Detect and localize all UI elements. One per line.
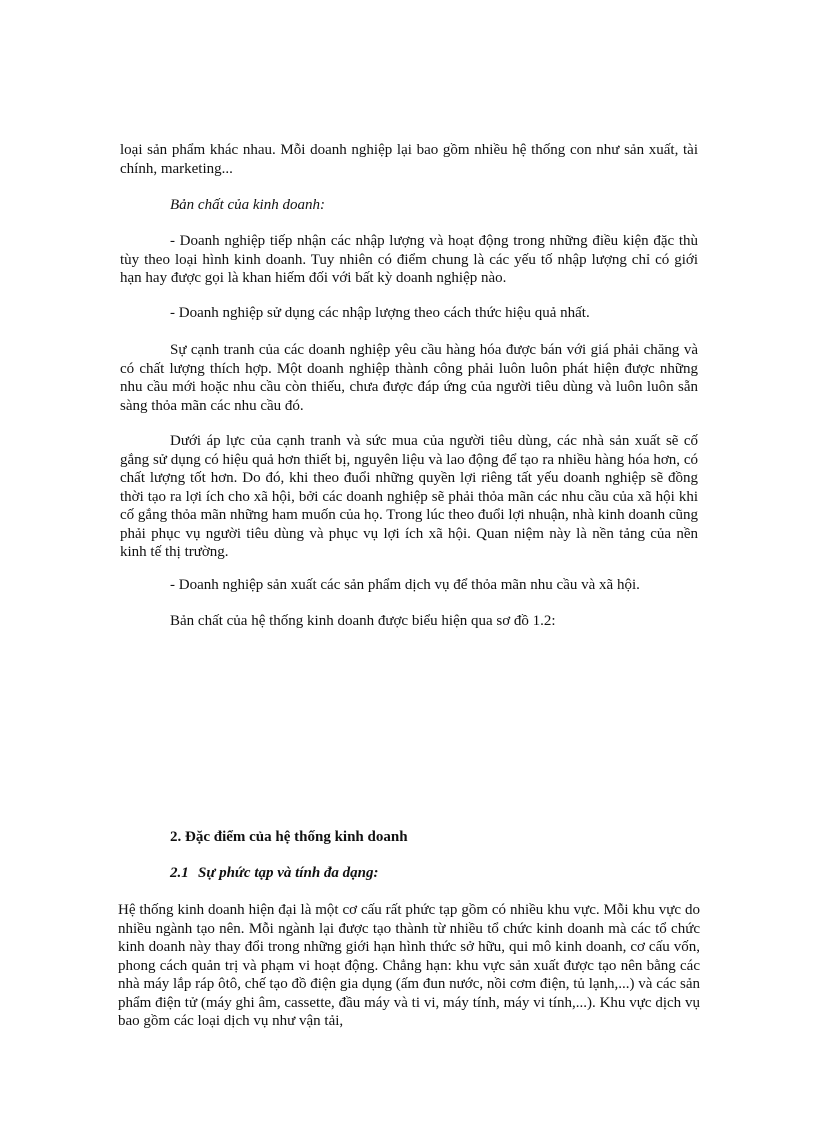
paragraph-ap-luc-canh-tranh: Dưới áp lực của cạnh tranh và sức mua của người tiêu dùng, các nhà sản xuất sẽ cố gắng sử dụng có hiệu quả hơn thiết bị, nguyên liệu và lao động để tạo ra nhiều hàng hóa hơn, có chất lượng tốt hơn. Do đó, khi theo đuổi những quyền lợi riêng tất yếu doanh nghiệp sẽ đồng thời tạo ra lợi ích cho xã hội, bởi các doanh nghiệp sẽ phải thỏa mãn các nhu cầu của xã hội khi cố gắng thỏa mãn những ham muốn của họ. Trong lúc theo đuổi lợi nhuận, nhà kinh doanh cũng phải phục vụ người tiêu dùng và phục vụ lợi ích xã hội. Quan niệm này là nền tảng của nền kinh tế thị trường. [120,433,698,560]
heading-section-2: 2. Đặc điểm của hệ thống kinh doanh [170,829,408,845]
paragraph-he-thong-hien-dai: Hệ thống kinh doanh hiện đại là một cơ cấu rất phức tạp gồm có nhiều khu vực. Mỗi khu vực do nhiều ngành tạo nên. Mỗi ngành lại được tạo thành từ nhiều tổ chức kinh doanh mà các tổ chức kinh doanh này thay đổi trong những giới hạn hình thức sở hữu, qui mô kinh doanh, cơ cấu vốn, phong cách quản trị và phạm vi hoạt động. Chẳng hạn: khu vực sản xuất được tạo nên bằng các nhà máy lắp ráp ôtô, chế tạo đồ điện gia dụng (ấm đun nước, nồi cơm điện, tủ lạnh,...) và các sản phẩm điện tử (máy ghi âm, cassette, đầu máy và ti vi, máy tính, máy vi tính,...). Khu vực dịch vụ bao gồm các loại dịch vụ như vận tải, [118,902,700,1029]
heading-ban-chat-kinh-doanh: Bản chất của kinh doanh: [170,197,325,213]
heading-section-2-1 [170,864,698,883]
heading-section-2-1-number: 2.1 [170,865,189,881]
paragraph-so-do: Bản chất của hệ thống kinh doanh được biểu hiện qua sơ đồ 1.2: [170,613,556,629]
paragraph-hieu-qua: - Doanh nghiệp sử dụng các nhập lượng theo cách thức hiệu quả nhất. [170,305,590,321]
paragraph-intro: loại sản phẩm khác nhau. Mỗi doanh nghiệp lại bao gồm nhiều hệ thống con như sản xuất, tài chính, marketing... [120,142,698,177]
heading-section-2-1-text: Sự phức tạp và tính đa dạng: [198,865,379,881]
paragraph-san-xuat-dich-vu: - Doanh nghiệp sản xuất các sản phẩm dịch vụ để thỏa mãn nhu cầu và xã hội. [170,577,640,593]
paragraph-canh-tranh: Sự cạnh tranh của các doanh nghiệp yêu cầu hàng hóa được bán với giá phải chăng và có chất lượng thích hợp. Một doanh nghiệp thành công phải luôn luôn phát hiện được những nhu cầu mới hoặc nhu cầu còn thiếu, chưa được đáp ứng của người tiêu dùng và luôn luôn sẵn sàng thỏa mãn các nhu cầu đó. [120,342,698,414]
paragraph-nhap-luong: - Doanh nghiệp tiếp nhận các nhập lượng và hoạt động trong những điều kiện đặc thù tùy theo loại hình kinh doanh. Tuy nhiên có điểm chung là các yếu tố nhập lượng chỉ có giới hạn hay được gọi là khan hiếm đối với bất kỳ doanh nghiệp nào. [120,233,698,286]
